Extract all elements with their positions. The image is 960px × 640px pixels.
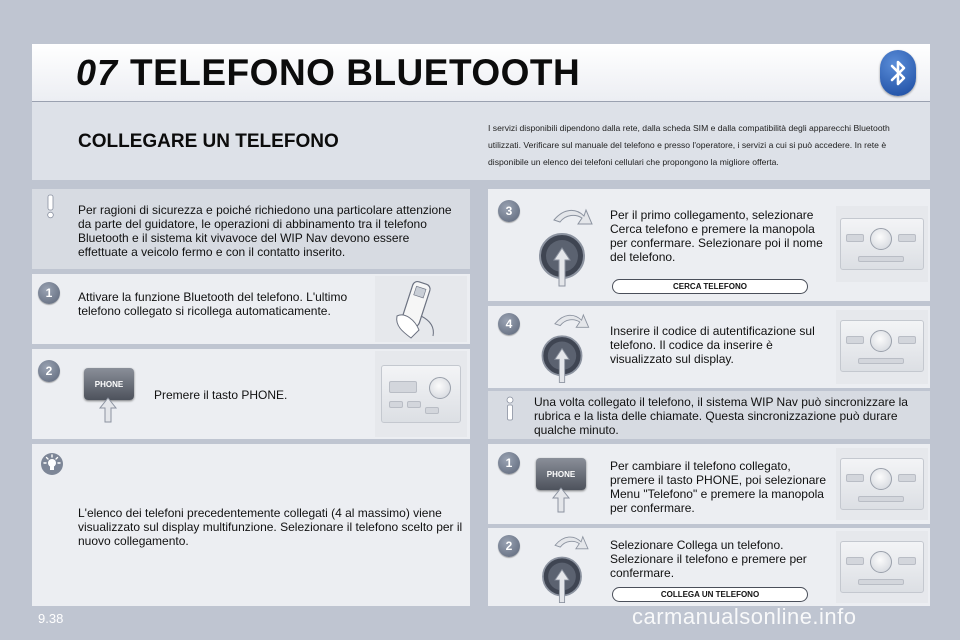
radio-button	[898, 336, 916, 344]
step1-badge: 1	[38, 282, 60, 304]
phone-illustration	[375, 276, 467, 342]
step2-text: Premere il tasto PHONE.	[154, 388, 288, 402]
lightbulb-icon	[40, 452, 64, 476]
rotate-knob-icon	[530, 528, 594, 606]
phone-key-button[interactable]: PHONE	[84, 368, 134, 400]
change-phone-step2-badge: 2	[498, 535, 520, 557]
radio-button	[389, 401, 403, 408]
change-phone-step1-badge: 1	[498, 452, 520, 474]
radio-knob	[870, 468, 892, 490]
change-phone-step1-text: Per cambiare il telefono collegato, premere il tasto PHONE, poi selezionare Menu "Telefono" e premere la manopola per confermare.	[610, 459, 827, 515]
section-title: COLLEGARE UN TELEFONO	[78, 131, 339, 152]
radio-button	[858, 496, 904, 502]
step1-text: Attivare la funzione Bluetooth del telefono. L'ultimo telefono collegato si ricollega automaticamente.	[78, 290, 348, 318]
warning-icon	[38, 193, 62, 219]
tip-text: L'elenco dei telefoni precedentemente collegati (4 al massimo) viene visualizzato sul display multifunzione. Selezionare il telefono scelto per il nuovo collegamento.	[78, 506, 463, 548]
radio-illustration-b1	[836, 448, 928, 520]
radio-illustration-b2	[836, 531, 928, 603]
rotate-knob-icon	[530, 306, 594, 386]
radio-knob	[870, 228, 892, 250]
page-title: TELEFONO BLUETOOTH	[130, 52, 581, 93]
bluetooth-symbol	[887, 57, 909, 89]
press-arrow-icon	[551, 486, 571, 514]
radio-button	[846, 474, 864, 482]
radio-knob	[870, 551, 892, 573]
chapter-number: 07	[76, 52, 119, 93]
press-arrow-icon	[98, 396, 118, 424]
warning-text: Per ragioni di sicurezza e poiché richiedono una particolare attenzione da parte del guidatore, le operazioni di abbinamento tra il telefono Bluetooth e il sistema kit vivavoce del WIP Nav devono essere effettuate a veicolo fermo e con il contatto inserito.	[78, 203, 452, 259]
radio-button	[858, 256, 904, 262]
intro-text: I servizi disponibili dipendono dalla rete, dalla scheda SIM e dalla compatibilità degli apparecchi Bluetooth utilizzati. Verificare sul manuale del telefono e presso l'operatore, i servizi a cui si può accedere. In rete è disponibile un elenco dei telefoni cellulari che propongono la migliore offerta.	[488, 123, 890, 167]
radio-illustration-3	[836, 206, 928, 282]
collega-telefono-label: COLLEGA UN TELEFONO	[612, 587, 808, 602]
step4-badge: 4	[498, 313, 520, 335]
radio-button	[858, 579, 904, 585]
radio-button	[407, 401, 421, 408]
radio-illustration-4	[836, 310, 928, 384]
info-icon	[498, 396, 522, 422]
change-phone-step2-text: Selezionare Collega un telefono. Selezionare il telefono e premere per confermare.	[610, 538, 807, 580]
info-text: Una volta collegato il telefono, il sistema WIP Nav può sincronizzare la rubrica e la lista delle chiamate. Questa sincronizzazione può durare qualche minuto.	[534, 395, 908, 437]
radio-button	[898, 234, 916, 242]
step3-badge: 3	[498, 200, 520, 222]
radio-button	[858, 358, 904, 364]
radio-button	[846, 234, 864, 242]
watermark-text: carmanualsonline.info	[632, 604, 857, 629]
page-number: 9.38	[38, 611, 64, 626]
cerca-telefono-label: CERCA TELEFONO	[612, 279, 808, 294]
rotate-knob-icon	[530, 200, 594, 290]
radio-illustration-left	[375, 351, 467, 437]
radio-knob	[429, 377, 451, 399]
radio-button	[898, 557, 916, 565]
phone-key-button[interactable]: PHONE	[536, 458, 586, 490]
radio-knob	[870, 330, 892, 352]
hand-phone-icon	[375, 276, 467, 342]
radio-button	[898, 474, 916, 482]
phone-key-highlight	[389, 381, 417, 393]
step2-badge: 2	[38, 360, 60, 382]
radio-button	[846, 557, 864, 565]
bluetooth-icon	[880, 50, 916, 96]
step4-text: Inserire il codice di autentificazione sul telefono. Il codice da inserire è visualizzato sul display.	[610, 324, 815, 366]
radio-button	[425, 407, 439, 414]
radio-button	[846, 336, 864, 344]
step3-text: Per il primo collegamento, selezionare Cerca telefono e premere la manopola per confermare. Selezionare poi il nome del telefono.	[610, 208, 823, 264]
